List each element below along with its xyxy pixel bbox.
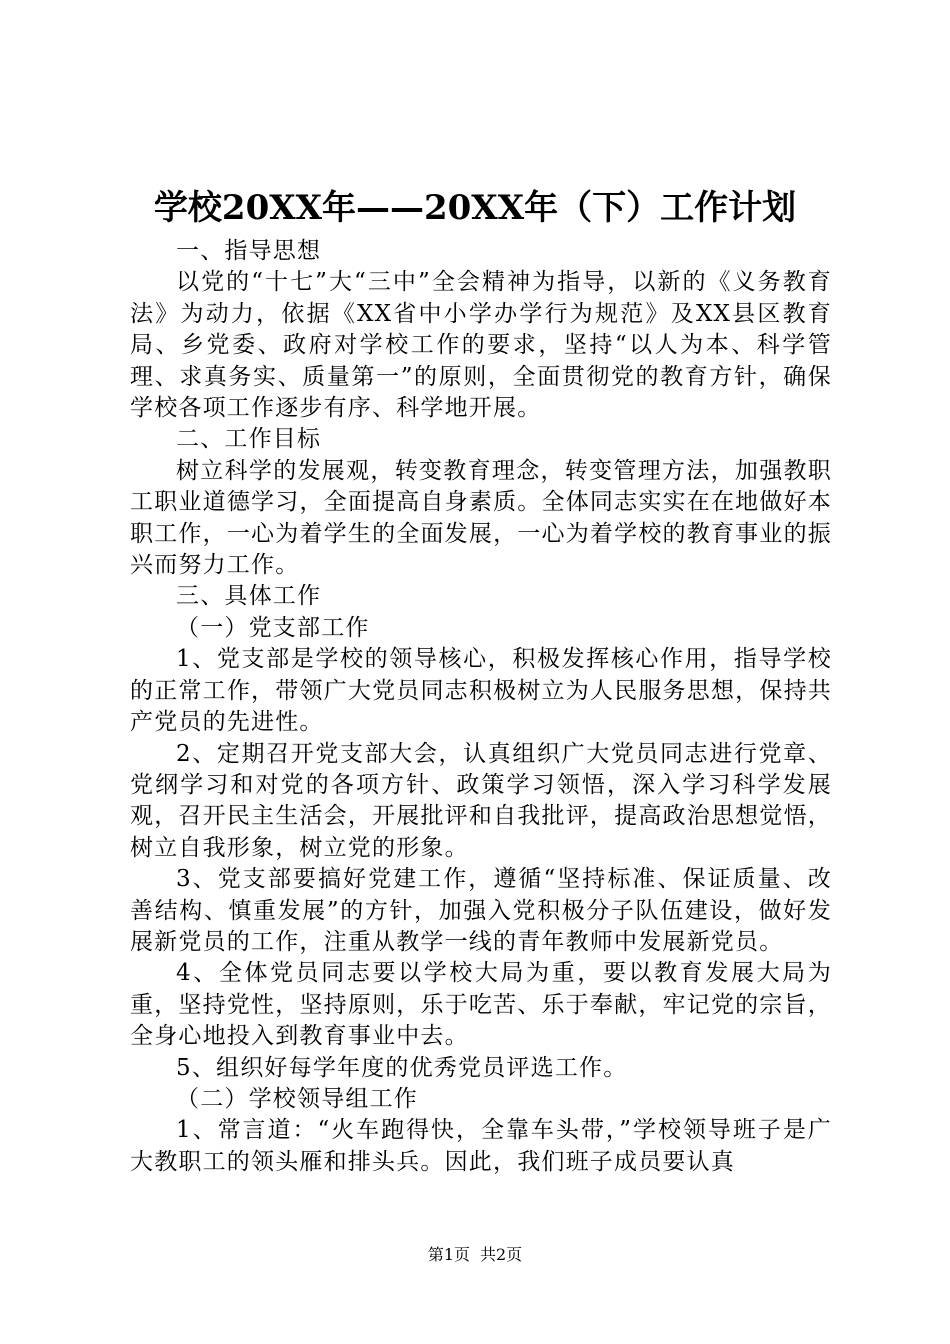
paragraph-party-item-5: 5、组织好每学年度的优秀党员评选工作。	[176, 1054, 628, 1081]
paragraph-work-goals: 树立科学的发展观，转变教育理念，转变管理方法，加强教职工职业道德学习，全面提高自身素质。全体同志实实在在地做好本职工作，一心为着学生的全面发展，一心为着学校的教育事业的振兴而努力工作。	[130, 457, 832, 579]
section-heading-guiding-ideology: 一、指导思想	[176, 238, 322, 264]
page-footer	[0, 1245, 950, 1265]
subsection-heading-leadership-group: （二）学校领导组工作	[176, 1085, 418, 1112]
paragraph-party-item-1: 1、党支部是学校的领导核心，积极发挥核心作用，指导学校的正常工作，带领广大党员同志积极树立为人民服务思想，保持共产党员的先进性。	[130, 646, 832, 736]
page-number-current: 第1页	[427, 1245, 470, 1264]
paragraph-leadership-item-1: 1、常言道：“火车跑得快，全靠车头带，”学校领导班子是广大教职工的领头雁和排头兵。因此，我们班子成员要认真	[130, 1117, 832, 1175]
paragraph-party-item-3: 3、党支部要搞好党建工作，遵循“坚持标准、保证质量、改善结构、慎重发展”的方针，加强入党积极分子队伍建设，做好发展新党员的工作，注重从教学一线的青年教师中发展新党员。	[130, 866, 832, 955]
page-number-total: 共2页	[480, 1245, 523, 1264]
paragraph-party-item-2: 2、定期召开党支部大会，认真组织广大党员同志进行党章、党纲学习和对党的各项方针、政策学习领悟，深入学习科学发展观，召开民主生活会，开展批评和自我批评，提高政治思想觉悟，树立自我形象，树立党的形象。	[130, 740, 832, 861]
document-body	[130, 236, 832, 1178]
paragraph-party-item-4: 4、全体党员同志要以学校大局为重，要以教育发展大局为重，坚持党性，坚持原则，乐于吃苦、乐于奉献，牢记党的宗旨，全身心地投入到教育事业中去。	[130, 960, 832, 1050]
document-title: 学校20XX年——20XX年（下）工作计划	[153, 188, 797, 228]
subsection-heading-party-branch: （一）党支部工作	[176, 614, 370, 641]
paragraph-guiding-ideology: 以党的“十七”大“三中”全会精神为指导，以新的《义务教育法》为动力，依据《XX省中小学办学行为规范》及XX县区教育局、乡党委、政府对学校工作的要求，坚持“以人为本、科学管理、求真务实、质量第一”的原则，全面贯彻党的教育方针，确保学校各项工作逐步有序、科学地开展。	[130, 269, 832, 422]
section-heading-work-goals: 二、工作目标	[176, 426, 322, 453]
section-heading-specific-work: 三、具体工作	[176, 583, 322, 610]
